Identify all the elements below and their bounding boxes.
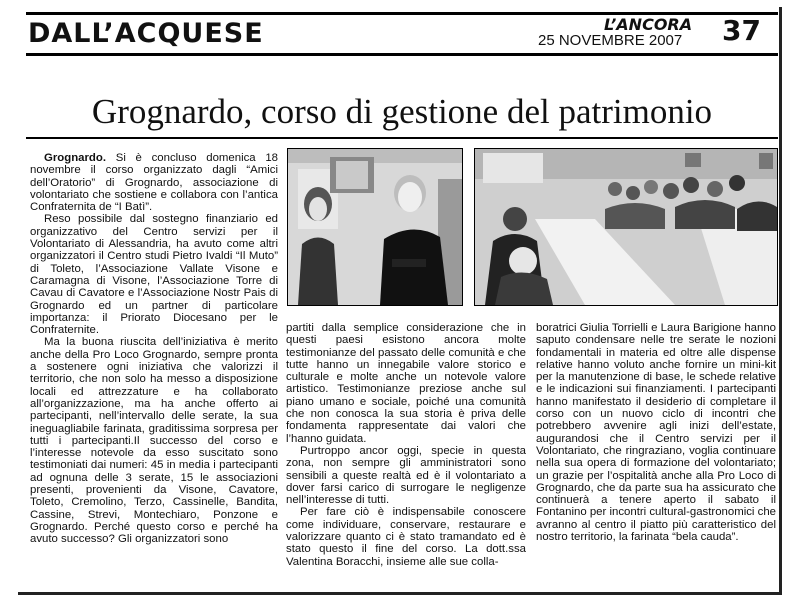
paragraph: Reso possibile dal sostegno finanziario ed organizzativo del Centro servizi per il Volontariato di Alessandria, ha avuto come altri organizzatori il Centro studi Pietro Ivaldi “Il Muto” di Toleto, l’Associazione Vallate Visone e Caramagna di Visone, l’Associazione Torre di Cavau di Cavatore e l’Associazione Nostr Pais di Grognardo ed un partner di particolare importanza: il Priorato Diocesano per le Confraternite. [30,213,278,337]
newspaper-brand: L’ANCORA [604,15,693,34]
paragraph: Purtroppo ancor oggi, specie in questa zona, non sempre gli amministratori sono sensibili a queste realtà ed è il volontariato a dover farsi carico di surrogare le negligenze nell’interesse di tutti. [286,444,526,507]
paragraph: Per fare ciò è indispensabile conoscere come individuare, conservare, restaurare e valorizzare quanto ci è stato tramandato ed è stato questo il fine del corso. La dott.ssa Valentina Boracchi, insieme alle sue colla- [286,506,526,568]
dateline: Grognardo. [44,152,107,164]
paragraph: partiti dalla semplice considerazione che in questi paesi esistono ancora molte testimonianze del passato delle comunità e che tutte hanno un innegabile valore storico e culturale e molte anche un notevole valore artistico. Testimonianze preziose anche sul piano umano e sociale, poiché una comunità che non conosca la sua storia è priva delle fondamenta rappresentate dai valori che l’hanno guidata. [286,322,526,445]
section-title: DALL’ACQUESE [28,18,264,49]
paragraph: boratrici Giulia Torrielli e Laura Barigione hanno saputo condensare nelle tre serate le nozioni fondamentali in materia ed oltre alle dispense relative hanno voluto anche fornire un mini-kit per la manutenzione di base, le schede relative e le indicazioni sui finanziamenti. I partecipanti hanno manifestato il desiderio di completare il corso con un nuovo ciclo di incontri che potrebbero avvenire agli inizi dell’estate, augurandosi che il Centro servizi per il Volontariato, che ringraziano, voglia continuare nella sua opera di formazione del volontariato; un grazie per l’ospitalità anche alla Pro Loco di Grognardo, che da parte sua ha assicurato che continuerà a tenere aperto il sabato il Fontanino per incontri cultural-gastronomici che avranno al centro il piatto più caratteristico del nostro territorio, la farinata “bela cauda”. [536,322,776,544]
paragraph [30,152,278,213]
article-headline: Grognardo, corso di gestione del patrimonio [91,92,713,131]
header-rule-bottom [26,53,778,56]
two-women-photo [287,148,463,306]
issue-date: 25 NOVEMBRE 2007 [538,32,683,49]
paragraph-text: Si è concluso domenica 18 novembre il corso organizzato dagli “Amici dell’Oratorio” di Grognardo, associazione di volontariato che sostiene e collabora con l’antica Confraternita de “I Batì”. [30,152,278,214]
article-column-1 [30,152,278,546]
article-column-3 [536,322,776,543]
article-column-2 [286,322,526,568]
paragraph: Ma la buona riuscita dell’iniziativa è merito anche della Pro Loco Grognardo, sempre pronta a sostenere ogni iniziativa che valorizzi il territorio, che non solo ha messo a disposizione locali ed attrezzature e ha collaborato all’organizzazione, ma ha anche offerto ai partecipanti, nell’intervallo delle serate, la sua ineguagliabile farinata, graditissima sorpresa per tutti i partecipanti.Il successo del corso e l’interesse notevole da esso suscitato sono testimoniati dai numeri: 45 in media i partecipanti ad ognuna delle 3 serate, 15 le associazioni presenti, provenienti da Visone, Cavatore, Toleto, Cremolino, Terzo, Cassinelle, Bandita, Cassine, Strevi, Montechiaro, Ponzone e Grognardo. Perché questo corso e perché ha avuto successo? Gli organizzatori sono [30,336,278,546]
page-number: 37 [722,14,761,47]
audience-photo [474,148,778,306]
headline-rule [26,137,778,139]
